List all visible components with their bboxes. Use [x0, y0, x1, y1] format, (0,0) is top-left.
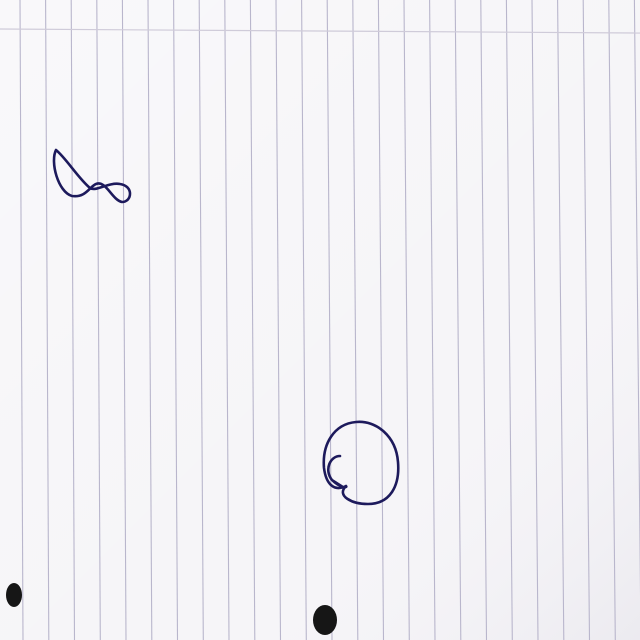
binder-hole-left [6, 583, 22, 607]
binder-hole-bottom [313, 605, 337, 635]
